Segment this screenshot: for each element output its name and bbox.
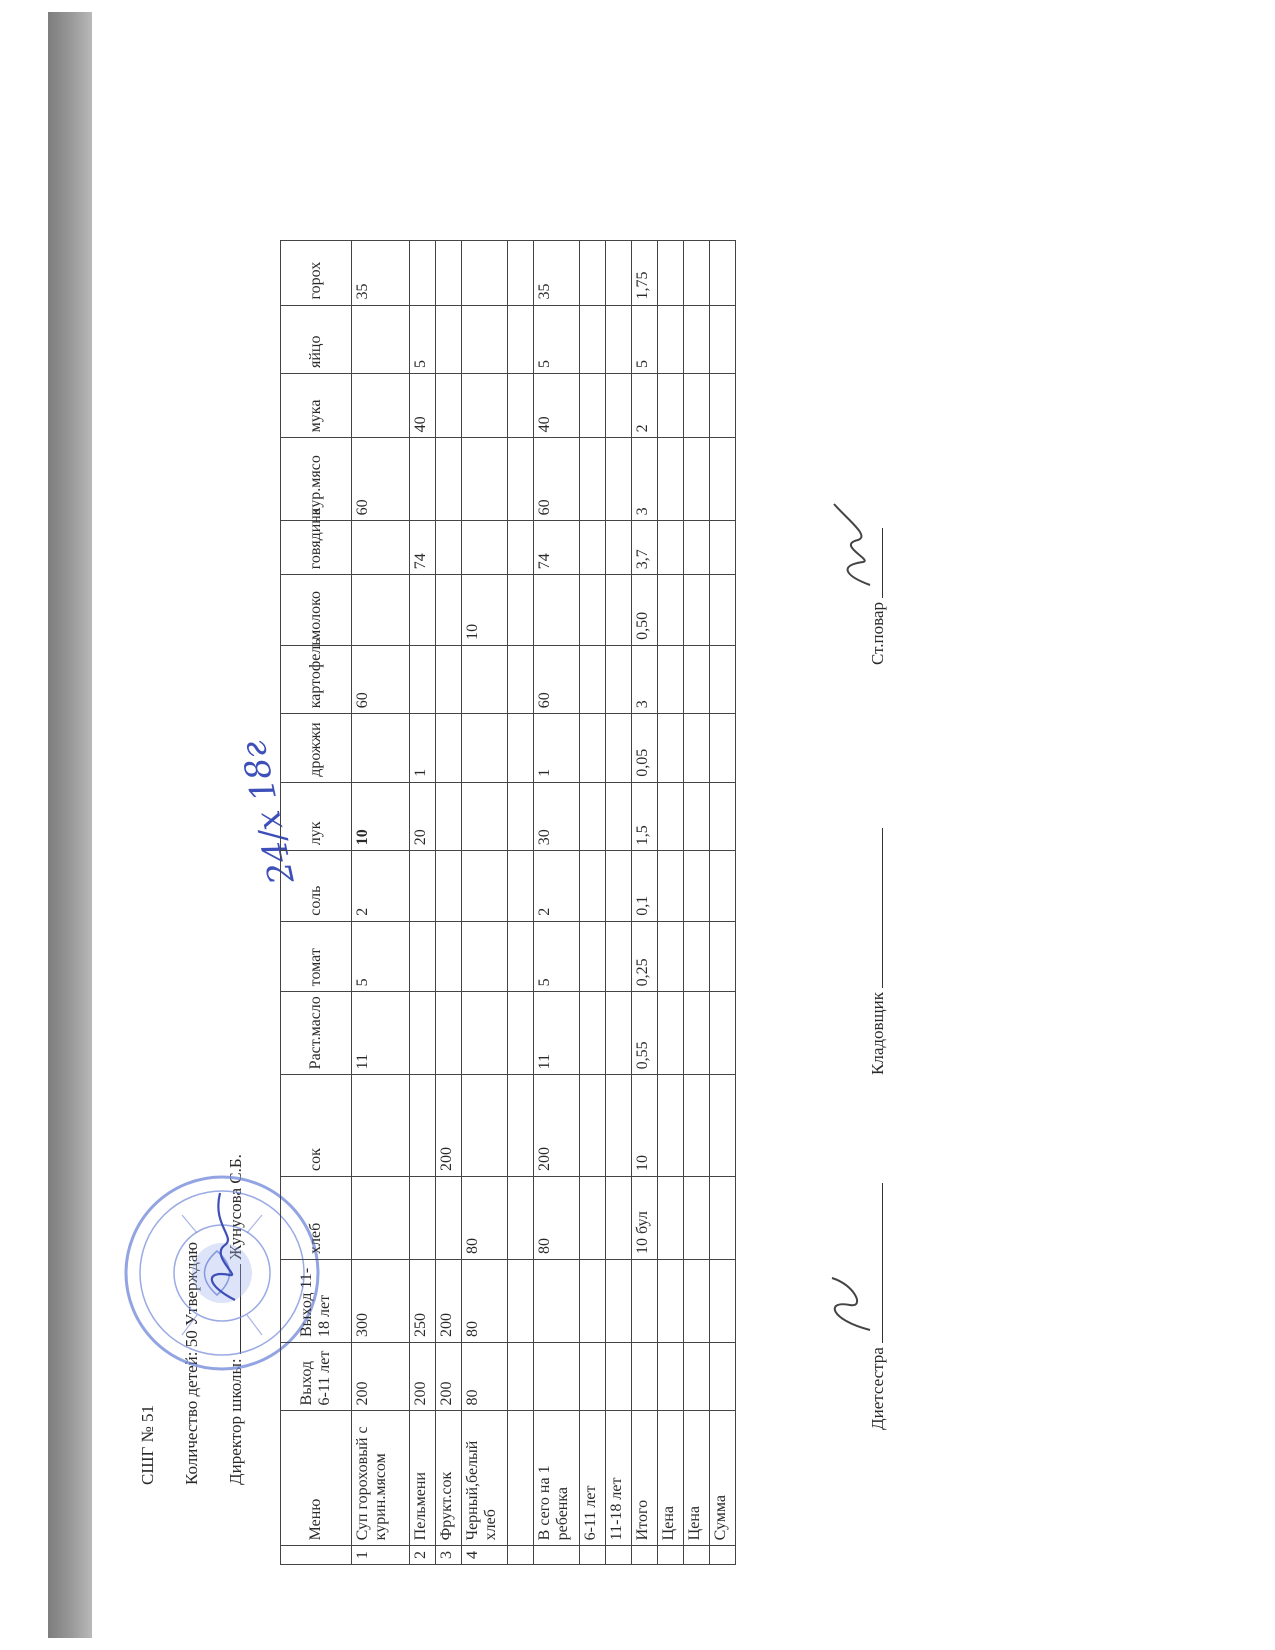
menu-item-cell: 11-18 лет [606,1411,632,1546]
table-cell [658,714,684,782]
menu-item-cell: Пельмени [410,1411,436,1546]
table-cell [710,1176,736,1259]
menu-item-cell: Цена [658,1411,684,1546]
table-cell [606,241,632,306]
table-cell [710,992,736,1075]
table-cell [606,714,632,782]
table-cell [508,241,534,306]
table-cell: 60 [534,645,580,713]
table-cell [352,521,410,575]
table-cell: 80 [462,1259,508,1342]
table-cell: 40 [410,373,436,437]
table-cell [436,992,462,1075]
menu-item-cell: Фрукт.сок [436,1411,462,1546]
col-header-salt: соль [281,851,352,922]
table-cell [508,1342,534,1410]
table-cell [684,521,710,575]
table-cell: 5 [534,305,580,373]
table-cell: 11 [534,992,580,1075]
table-cell [658,241,684,306]
table-cell [436,921,462,992]
table-cell [580,438,606,521]
table-cell: 5 [352,921,410,992]
table-cell: 3 [632,645,658,713]
table-cell [508,305,534,373]
table-cell [436,373,462,437]
table-cell [684,851,710,922]
table-cell: 5 [632,305,658,373]
table-cell: 300 [352,1259,410,1342]
table-cell [606,645,632,713]
menu-item-cell: Черный,белый хлеб [462,1411,508,1546]
table-cell [710,241,736,306]
table-cell [580,1259,606,1342]
table-cell [462,921,508,992]
table-cell: 1,5 [632,782,658,850]
col-header-egg: яйцо [281,305,352,373]
table-cell [606,921,632,992]
table-cell [710,521,736,575]
storekeeper-signature-line [868,828,888,1075]
table-cell: 0,50 [632,575,658,646]
table-cell [658,992,684,1075]
table-row [352,241,410,1565]
table-cell [410,992,436,1075]
table-cell [508,992,534,1075]
table-cell [658,373,684,437]
table-cell [684,782,710,850]
table-cell [658,575,684,646]
table-cell: 0,55 [632,992,658,1075]
table-cell: 200 [352,1342,410,1410]
table-cell [580,645,606,713]
table-cell [534,1546,580,1565]
col-header-beef: говядина [281,521,352,575]
table-cell [580,305,606,373]
table-cell [684,305,710,373]
table-cell: 1 [410,714,436,782]
table-cell [658,438,684,521]
table-cell: 250 [410,1259,436,1342]
storekeeper-label: Кладовщик [868,992,887,1075]
table-cell: 200 [534,1075,580,1177]
table-cell: 3,7 [632,521,658,575]
table-cell: 60 [352,438,410,521]
table-cell [436,645,462,713]
table-row [410,241,436,1565]
table-cell [410,851,436,922]
table-cell [410,438,436,521]
director-name: Жунусова С.Б. [226,1154,245,1260]
col-header-juice: сок [281,1075,352,1177]
table-cell [508,1546,534,1565]
table-row [684,241,710,1565]
table-cell [580,1075,606,1177]
table-cell: 40 [534,373,580,437]
table-cell: 2 [632,373,658,437]
table-cell [508,521,534,575]
table-cell [436,851,462,922]
table-cell: 3 [436,1546,462,1565]
table-cell [632,1342,658,1410]
table-cell: 80 [462,1176,508,1259]
table-cell: 200 [436,1075,462,1177]
table-cell [508,782,534,850]
table-cell: 5 [534,921,580,992]
table-cell [508,575,534,646]
table-cell [462,1075,508,1177]
table-cell: 1 [352,1546,410,1565]
table-cell [606,851,632,922]
col-header-yeast: дрожжи [281,714,352,782]
table-cell [632,1259,658,1342]
table-cell: 2 [534,851,580,922]
chef-signature [828,500,878,590]
table-cell [684,1342,710,1410]
table-cell [632,1546,658,1565]
table-cell [658,521,684,575]
table-cell [684,373,710,437]
table-cell [410,1075,436,1177]
table-cell [658,305,684,373]
table-cell [462,521,508,575]
table-cell: 60 [534,438,580,521]
table-cell [580,1546,606,1565]
table-cell [710,714,736,782]
director-label: Директор школы: [226,1358,245,1485]
table-cell [436,575,462,646]
table-cell [462,851,508,922]
table-cell [580,782,606,850]
col-header-tomato: томат [281,921,352,992]
table-cell [710,1259,736,1342]
menu-table [280,240,736,1565]
table-cell: 0,1 [632,851,658,922]
menu-item-cell: Сумма [710,1411,736,1546]
table-cell [684,1075,710,1177]
table-cell [658,1259,684,1342]
table-row [632,241,658,1565]
dietsister-label: Диетсестра [868,1347,887,1430]
table-body [352,241,736,1565]
menu-item-cell: Суп гороховый с курин.мясом [352,1411,410,1546]
table-cell: 10 [632,1075,658,1177]
table-cell [606,1546,632,1565]
table-cell: 30 [534,782,580,850]
table-cell: 20 [410,782,436,850]
table-cell [508,1259,534,1342]
table-cell: 1 [534,714,580,782]
table-cell [658,1546,684,1565]
table-cell [462,714,508,782]
col-header-bread: хлеб [281,1176,352,1259]
chef-label: Ст.повар [868,602,887,665]
col-header-milk: молоко [281,575,352,646]
table-cell [462,373,508,437]
table-cell: 74 [410,521,436,575]
table-cell: 10 [462,575,508,646]
table-cell: 200 [436,1259,462,1342]
table-cell [606,305,632,373]
table-cell [606,782,632,850]
table-cell [710,645,736,713]
table-row [508,241,534,1565]
menu-item-cell: Итого [632,1411,658,1546]
table-cell [606,575,632,646]
table-cell: 35 [352,241,410,306]
table-cell [352,1176,410,1259]
table-cell [606,1259,632,1342]
table-cell [606,1075,632,1177]
table-cell [710,438,736,521]
table-cell [684,921,710,992]
table-cell [508,1176,534,1259]
table-cell [580,1176,606,1259]
table-cell [710,373,736,437]
col-header-peas: горох [281,241,352,306]
table-cell: 80 [534,1176,580,1259]
table-cell [508,373,534,437]
table-cell [410,241,436,306]
table-cell [658,782,684,850]
col-header-yield-6-11: Выход 6-11 лет [281,1342,352,1410]
table-cell: 4 [462,1546,508,1565]
table-cell [606,992,632,1075]
table-cell [684,241,710,306]
table-cell [352,1075,410,1177]
table-cell [436,782,462,850]
table-cell [684,1259,710,1342]
table-cell: 3 [632,438,658,521]
col-header-oil: Раст.масло [281,992,352,1075]
table-row [436,241,462,1565]
table-cell [684,1546,710,1565]
table-cell [580,241,606,306]
table-cell [410,645,436,713]
director-signature [200,1185,245,1305]
table-cell [580,851,606,922]
table-cell: 2 [410,1546,436,1565]
table-cell: 74 [534,521,580,575]
table-cell: 60 [352,645,410,713]
col-header-menu: Меню [281,1411,352,1546]
table-cell [352,305,410,373]
table-row [658,241,684,1565]
table-cell [352,373,410,437]
table-cell [436,241,462,306]
scan-gutter [48,12,92,1638]
table-cell [462,992,508,1075]
table-cell [580,714,606,782]
menu-item-cell: В сего на 1 ребенка [534,1411,580,1546]
table-cell [580,992,606,1075]
table-cell [410,921,436,992]
table-cell [462,782,508,850]
table-cell [710,575,736,646]
table-cell [710,1075,736,1177]
table-cell [606,438,632,521]
table-row [710,241,736,1565]
table-cell [410,575,436,646]
table-cell [710,851,736,922]
table-cell [684,575,710,646]
table-cell [710,305,736,373]
table-cell [710,782,736,850]
table-row [606,241,632,1565]
table-cell [710,1546,736,1565]
table-cell: 1,75 [632,241,658,306]
table-cell [658,645,684,713]
table-cell [436,714,462,782]
table-cell [684,992,710,1075]
table-cell [352,714,410,782]
table-cell: 35 [534,241,580,306]
table-cell [606,1342,632,1410]
table-cell: 200 [410,1342,436,1410]
table-cell [658,1176,684,1259]
table-cell [462,241,508,306]
table-cell [534,1342,580,1410]
school-title: СШГ № 51 [138,1404,157,1485]
table-cell [508,921,534,992]
table-cell [606,521,632,575]
table-cell [410,1176,436,1259]
table-cell [462,645,508,713]
table-cell: 11 [352,992,410,1075]
table-cell [534,1259,580,1342]
table-cell: 0,05 [632,714,658,782]
table-row [462,241,508,1565]
table-row [534,241,580,1565]
col-header-yield-11-18: Выход 11-18 лет [281,1259,352,1342]
table-cell [658,1075,684,1177]
col-header-onion: лук [281,782,352,850]
table-cell: 2 [352,851,410,922]
table-cell [534,575,580,646]
children-count: Количество детей: 50 [182,1330,201,1485]
approve-label: Утверждаю [182,1241,201,1326]
col-header-potato: картофель [281,645,352,713]
table-cell [580,1342,606,1410]
table-cell [658,851,684,922]
table-cell [684,714,710,782]
table-cell [436,305,462,373]
table-cell [684,645,710,713]
menu-item-cell [508,1411,534,1546]
dietsister-signature [820,1270,880,1340]
table-cell: 80 [462,1342,508,1410]
table-cell [508,645,534,713]
table-cell [508,1075,534,1177]
table-cell [436,438,462,521]
table-cell [580,921,606,992]
col-header-num [281,1546,352,1565]
table-cell [658,921,684,992]
table-row [580,241,606,1565]
table-cell [462,438,508,521]
table-cell: 10 [352,782,410,850]
table-cell [684,438,710,521]
table-cell: 5 [410,305,436,373]
table-cell: 0,25 [632,921,658,992]
table-cell [508,438,534,521]
table-cell [580,373,606,437]
menu-item-cell: 6-11 лет [580,1411,606,1546]
table-cell [606,1176,632,1259]
table-cell [684,1176,710,1259]
table-header-row [281,241,352,1565]
table-cell [606,373,632,437]
table-cell [508,851,534,922]
table-cell [436,521,462,575]
col-header-chicken: кур.мясо [281,438,352,521]
menu-item-cell: Цена [684,1411,710,1546]
table-cell [436,1176,462,1259]
handwritten-date: 24/x 18г [233,737,303,888]
table-cell [710,1342,736,1410]
table-cell [580,575,606,646]
table-cell [658,1342,684,1410]
table-cell: 10 бул [632,1176,658,1259]
table-cell [508,714,534,782]
rotated-page [120,155,960,1575]
col-header-flour: мука [281,373,352,437]
table-cell: 200 [436,1342,462,1410]
table-cell [352,575,410,646]
table-cell [580,521,606,575]
table-cell [462,305,508,373]
table-cell [710,921,736,992]
